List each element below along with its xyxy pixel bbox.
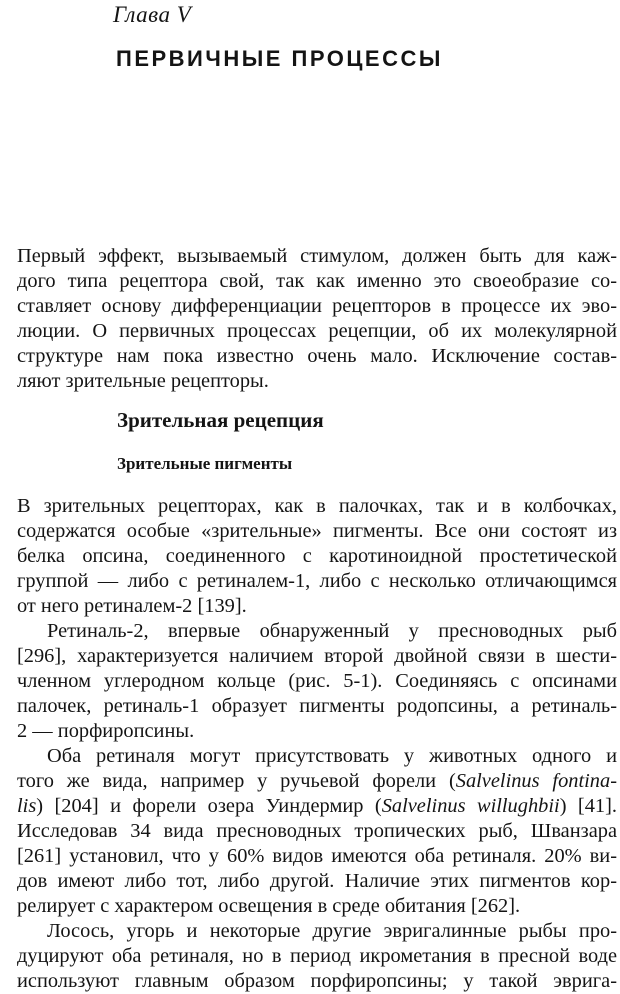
species-name: Salvelinus fontina- — [455, 770, 617, 792]
body-line: содержатся особые «зрительные» пигменты. Все они состоят из — [17, 520, 617, 542]
text-span: ) [41]. — [559, 795, 617, 817]
body-line: группой — либо с ретиналем-1, либо с несколько отличающимся — [17, 570, 617, 592]
text-span: ) [204] и форели озера Уиндермир ( — [36, 795, 382, 817]
text-span: того же вида, например у ручьевой форели ( — [17, 770, 456, 792]
body-line: белка опсина, соединенного с каротиноидной простетической — [17, 545, 617, 567]
body-line: дов имеют либо тот, либо другой. Наличие этих пигментов кор- — [17, 870, 617, 892]
body-line: Оба ретиналя могут присутствовать у животных одного и — [47, 745, 617, 767]
body-line: дуцируют оба ретиналя, но в период икрометания в пресной воде — [17, 945, 617, 967]
intro-line: ляют зрительные рецепторы. — [17, 370, 269, 392]
section-heading: Зрительная рецепция — [117, 408, 324, 432]
body-line: [261] установил, что у 60% видов имеются оба ретиналя. 20% ви- — [17, 845, 617, 867]
body-line — [17, 769, 617, 794]
intro-line: Первый эффект, вызываемый стимулом, должен быть для каж- — [17, 245, 617, 267]
intro-line: ставляет основу дифференциации рецепторов в процессе их эво- — [17, 295, 617, 317]
body-line: от него ретиналем-2 [139]. — [17, 595, 247, 617]
body-line: Лосось, угорь и некоторые другие эвригалинные рыбы про- — [47, 920, 617, 942]
intro-line: дого типа рецептора свой, так как именно это своеобразие со- — [17, 270, 617, 292]
body-line: релирует с характером освещения в среде обитания [262]. — [17, 895, 521, 917]
body-line: 2 — порфиропсины. — [17, 720, 195, 742]
body-line: членном углеродном кольце (рис. 5-1). Соединяясь с опсинами — [17, 670, 617, 692]
body-line: Исследовав 34 вида пресноводных тропических рыб, Шванзара — [17, 820, 617, 842]
body-line: [296], характеризуется наличием второй двойной связи в шести- — [17, 645, 617, 667]
body-line — [17, 794, 617, 819]
chapter-title: ПЕРВИЧНЫЕ ПРОЦЕССЫ — [116, 46, 443, 71]
subsection-heading: Зрительные пигменты — [117, 454, 293, 473]
body-line: Ретиналь-2, впервые обнаруженный у пресноводных рыб — [47, 620, 617, 642]
chapter-label: Глава V — [113, 2, 192, 27]
intro-line: люции. О первичных процессах рецепции, об их молекулярной — [17, 320, 617, 342]
species-name: lis — [17, 795, 37, 817]
species-name: Salvelinus willughbii — [381, 795, 560, 817]
body-line: используют главным образом порфиропсины; у такой эвригa- — [17, 970, 617, 992]
body-line: палочек, ретиналь-1 образует пигменты родопсины, а ретиналь- — [17, 695, 617, 717]
intro-line: структуре нам пока известно очень мало. Исключение состав- — [17, 345, 617, 367]
body-line: В зрительных рецепторах, как в палочках, так и в колбочках, — [17, 495, 617, 517]
